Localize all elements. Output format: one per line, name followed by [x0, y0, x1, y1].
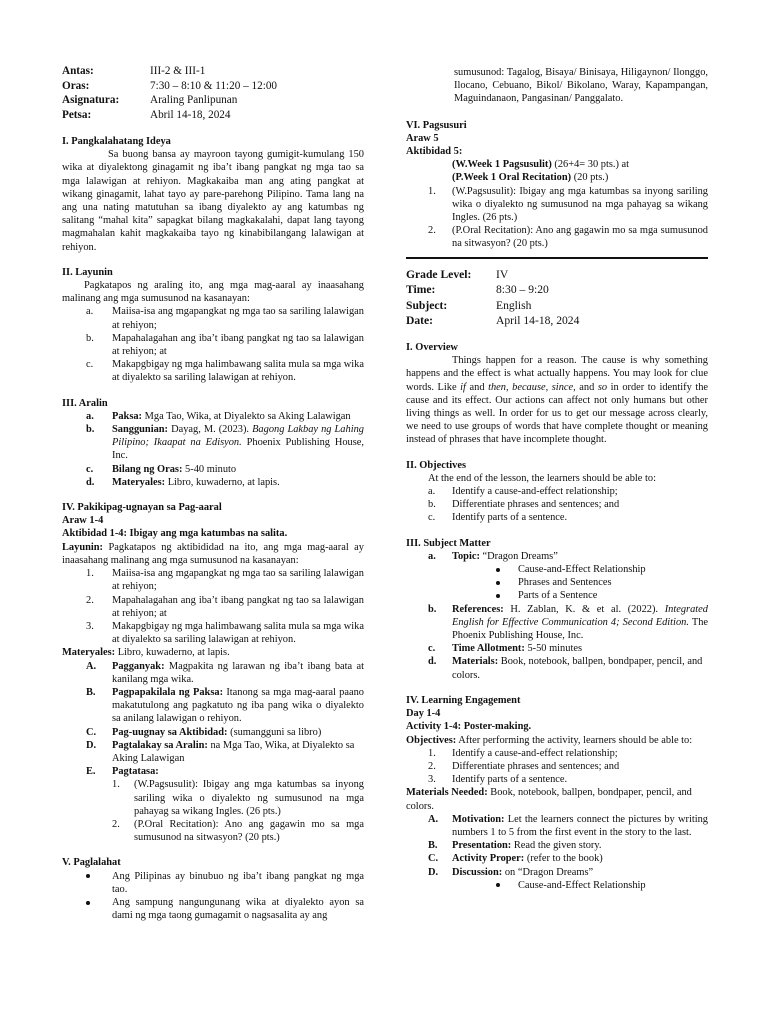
- procedure-list: [406, 813, 708, 892]
- list-marker: b.: [428, 603, 437, 615]
- label: Layunin:: [62, 541, 104, 553]
- list-item: [86, 463, 364, 476]
- list-text: (W.Pagsusulit): Ibigay ang mga katumbas sa inyong sariling wika o diyalekto ng sumusunod na mga pahayag sa wikang Ingles. (26 pts.): [134, 779, 364, 817]
- objectives-list: [62, 305, 364, 384]
- list-marker: c.: [86, 463, 94, 475]
- list-item: [428, 760, 708, 773]
- value: The Phoenix Publishing House, Inc.: [452, 616, 708, 642]
- activity-title: Aktibidad 5:: [406, 146, 463, 158]
- left-header: [62, 64, 364, 122]
- header-value: 7:30 – 8:10 & 11:20 – 12:00: [150, 79, 278, 92]
- activity-objective: [406, 734, 708, 747]
- list-text: [112, 476, 364, 489]
- text: and: [465, 381, 489, 393]
- list-text: [452, 813, 708, 839]
- label: Paksa:: [112, 410, 143, 422]
- label: Pag-uugnay sa Aktibidad:: [112, 726, 228, 738]
- list-item: [86, 765, 364, 778]
- value: Dayag, M. (2023).: [171, 424, 250, 436]
- list-text: [112, 463, 364, 476]
- bullet-icon: [86, 896, 112, 922]
- list-marker: 1.: [428, 747, 436, 759]
- list-marker: d.: [428, 656, 437, 668]
- section-title: IV. Pakikipag-ugnayan sa Pag-aaral: [62, 502, 222, 514]
- label: Topic:: [452, 550, 480, 562]
- bullet-icon: [496, 576, 518, 589]
- text-italic: if: [460, 381, 466, 393]
- header-key: Subject:: [406, 298, 448, 312]
- label: Sanggunian:: [112, 424, 169, 436]
- assessment-list: [86, 778, 364, 844]
- text-italic: so: [597, 381, 608, 393]
- list-item: [428, 185, 708, 225]
- list-text: Maiisa-isa ang mgapangkat ng mga tao sa sariling lalawigan at rehiyon;: [112, 306, 364, 331]
- list-text: Identify parts of a sentence.: [452, 512, 568, 524]
- day-label: Araw 1-4: [62, 515, 104, 527]
- list-item: [428, 773, 708, 786]
- header-key: Asignatura:: [62, 94, 120, 106]
- header-key: Petsa:: [62, 108, 92, 121]
- day-label: Araw 5: [406, 132, 439, 144]
- header-key: Time:: [406, 283, 436, 297]
- label: Motivation:: [452, 813, 505, 825]
- list-item: [428, 866, 708, 879]
- list-marker: b.: [86, 424, 95, 436]
- list-item: [428, 642, 708, 655]
- list-marker: D.: [428, 866, 439, 878]
- list-text: Parts of a Sentence: [518, 590, 598, 602]
- list-item: [86, 870, 364, 896]
- list-item: [428, 813, 708, 839]
- value: Read the given story.: [513, 840, 602, 852]
- value: (20 pts.): [573, 172, 609, 184]
- list-item: [86, 358, 364, 384]
- section-title: III. Aralin: [62, 397, 108, 409]
- list-item: [86, 305, 364, 331]
- procedure-list: [62, 660, 364, 845]
- list-marker: 2.: [428, 225, 436, 237]
- activity-score-line: [406, 158, 708, 171]
- list-text: [112, 739, 364, 765]
- header-value: IV: [496, 267, 509, 281]
- section-title: III. Subject Matter: [406, 537, 491, 549]
- label: Discussion:: [452, 866, 503, 878]
- label: Materials Needed:: [406, 787, 488, 799]
- generalization-list: [62, 870, 364, 923]
- list-marker: 2.: [86, 594, 94, 606]
- discussion-sublist: [428, 879, 708, 892]
- list-item: [86, 594, 364, 620]
- list-text: Mapahalagahan ang iba’t ibang pangkat ng tao sa lalawigan at rehiyon; at: [112, 332, 364, 358]
- activity-objectives-list: [406, 747, 708, 787]
- value-italic: Bagong Lakbay ng Lahing Pilipino; Ikaapat na Edisyon.: [112, 424, 364, 449]
- header-row: [406, 282, 708, 298]
- value: Itanong sa mga mag-aaral paano makatutulong ang pagkatuto ng iba pang wika o diyalekto sa anilang lalawigan o rehiyon.: [112, 686, 364, 725]
- bullet-icon: [496, 563, 518, 576]
- list-text: [112, 410, 364, 423]
- value: 5-50 minutes: [527, 643, 582, 655]
- overview-paragraph: Sa buong bansa ay mayroon tayong gumigit-kumulang 150 wika at diyalektong ginagamit ng iba’t ibang pangkat ng mga tao sa mga lalawigan at rehiyon. Magkakaiba man ang ating pangkat at wikang ginagamit, lahat tayo ay pare-parehong Pilipino. Tama lang na ang una nating matutuhan sa ibang diyalekto ay ang katumbas ng salitang “mahal kita” sapagkat bilang magkakalahi, dapat lang tayong magmahalan kahit magkakaiba tayo ng kinabibilangang lalawigan at rehiyon.: [62, 149, 364, 253]
- header-value: English: [496, 298, 532, 312]
- list-marker: d.: [86, 476, 95, 488]
- list-text: [452, 603, 708, 643]
- header-row: [62, 108, 364, 123]
- list-text: Cause-and-Effect Relationship: [518, 564, 646, 576]
- header-key: Antas:: [62, 65, 94, 77]
- value: (26+4= 30 pts.) at: [554, 159, 630, 171]
- value-italic: Integrated English for Effective Communication 4; Second Edition.: [452, 603, 708, 628]
- header-row: [406, 313, 708, 329]
- header-value: Abril 14-18, 2024: [150, 108, 231, 121]
- header-key: Oras:: [62, 79, 90, 92]
- list-text: [112, 726, 364, 739]
- list-item: [496, 563, 708, 576]
- list-item: [428, 852, 708, 865]
- list-item: [86, 739, 364, 765]
- list-item: [428, 498, 708, 511]
- label: Activity Proper:: [452, 853, 525, 865]
- list-text: Makapgbigay ng mga halimbawang salita mula sa mga wika at diyalekto sa sariling lalawigan at rehiyon.: [112, 359, 364, 384]
- header-value: April 14-18, 2024: [496, 314, 580, 328]
- list-text: Differentiate phrases and sentences; and: [452, 499, 620, 511]
- list-item: [86, 476, 364, 489]
- list-marker: C.: [86, 726, 97, 738]
- value: H. Zablan, K. & et al. (2022).: [510, 603, 659, 615]
- header-value: Araling Panlipunan: [150, 94, 238, 106]
- list-marker: b.: [86, 332, 94, 344]
- section-title: II. Objectives: [406, 459, 467, 471]
- header-key: Grade Level:: [406, 267, 472, 281]
- list-item: [496, 589, 708, 602]
- value: Book, notebook, ballpen, bondpaper, pencil, and colors.: [452, 656, 703, 681]
- list-item: [428, 511, 708, 524]
- list-marker: a.: [428, 486, 436, 498]
- list-text: Identify a cause-and-effect relationship;: [452, 486, 618, 498]
- list-text: Makapgbigay ng mga halimbawang salita mula sa mga wika at diyalekto sa sariling lalawigan at rehiyon.: [112, 620, 364, 646]
- list-item: [86, 896, 364, 922]
- value: on “Dragon Dreams”: [504, 866, 594, 878]
- left-column: [62, 64, 364, 922]
- right-header: [406, 267, 708, 329]
- list-item: [428, 603, 708, 643]
- list-text: [452, 852, 708, 865]
- section-title: I. Overview: [406, 342, 458, 354]
- bullet-icon: [496, 589, 518, 602]
- overview-paragraph: [406, 354, 708, 446]
- continued-text: sumusunod: Tagalog, Bisaya/ Binisaya, Hiligaynon/ Ilonggo, Ilocano, Cebuano, Bikol/ Bikolano, Waray, Kapampangan, Maguindanaon, Pangasinan/ Panggalato.: [454, 67, 708, 105]
- list-text: (P.Oral Recitation): Ano ang gagawin mo sa mga sumusunod na sitwasyon? (20 pts.): [452, 225, 708, 250]
- list-text: [452, 866, 708, 879]
- value: Mga Tao, Wika, at Diyalekto sa Aking Lalawigan: [144, 410, 351, 422]
- list-text: [112, 765, 364, 778]
- activity-title: Activity 1-4: Poster-making.: [406, 721, 532, 733]
- list-marker: 1.: [112, 779, 120, 791]
- label: Pagtalakay sa Aralin:: [112, 739, 208, 751]
- list-item: [112, 778, 364, 818]
- list-marker: a.: [428, 550, 436, 562]
- list-marker: c.: [86, 359, 94, 371]
- value: Libro, kuwaderno, at lapis.: [117, 647, 230, 659]
- list-text: Mapahalagahan ang iba’t ibang pangkat ng tao sa lalawigan at rehiyon; at: [112, 594, 364, 619]
- list-item: [86, 686, 364, 726]
- label: (P.Week 1 Oral Recitation): [452, 172, 572, 184]
- activity-score-line: [406, 171, 708, 184]
- value: Libro, kuwaderno, at lapis.: [167, 476, 280, 488]
- header-row: [406, 298, 708, 314]
- header-row: [62, 93, 364, 108]
- list-item: [496, 879, 708, 892]
- list-text: [452, 642, 708, 655]
- text: Things happen for a reason. The cause is why something happens and the effect is what actually happens. You may look for clue words. Like: [406, 355, 708, 393]
- bullet-icon: [86, 870, 112, 896]
- objectives-list: [406, 485, 708, 525]
- list-item: [428, 747, 708, 760]
- list-text: Ang sampung nangungunang wika at diyalekto ayon sa dami ng mga taong gumagamit o nagsasalita ay ang: [112, 896, 364, 922]
- day-label: Day 1-4: [406, 708, 441, 720]
- list-text: [452, 550, 708, 563]
- activity-objective: [62, 541, 364, 567]
- materials-line: [62, 646, 364, 659]
- list-marker: B.: [86, 686, 96, 698]
- value: “Dragon Dreams”: [482, 550, 558, 562]
- list-marker: a.: [86, 306, 94, 318]
- subject-matter-list: [406, 550, 708, 682]
- section-title: V. Paglalahat: [62, 857, 121, 869]
- list-item: [428, 839, 708, 852]
- label: Presentation:: [452, 840, 512, 852]
- list-text: [452, 839, 708, 852]
- section-divider: [406, 257, 708, 259]
- section-title: II. Layunin: [62, 266, 113, 278]
- label: Pagtatasa:: [112, 766, 159, 778]
- objectives-intro: At the end of the lesson, the learners should be able to:: [428, 472, 656, 484]
- header-value: III-2 & III-1: [150, 65, 206, 77]
- value: (refer to the book): [526, 853, 603, 865]
- value: Let the learners connect the pictures by writing numbers 1 to 5 from the first event in the story to the last.: [452, 813, 708, 838]
- list-item: [428, 485, 708, 498]
- value: Magpakita ng larawan ng iba’t ibang bata at kanilang mga wika.: [112, 660, 364, 685]
- value: Pagkatapos ng aktibididad na ito, ang mga mag-aaral ay inaasahang malinang ang mga sumusunod na kasanayan:: [62, 541, 364, 566]
- topic-sublist: [428, 563, 708, 603]
- list-text: [112, 423, 364, 463]
- value: Book, notebook, ballpen, bondpaper, pencil, and colors.: [406, 787, 692, 812]
- list-text: Ang Pilipinas ay binubuo ng iba’t ibang pangkat ng mga tao.: [112, 870, 364, 895]
- list-item: [86, 620, 364, 646]
- activity-title: Aktibidad 1-4: Ibigay ang mga katumbas na salita.: [62, 528, 288, 540]
- list-item: [86, 726, 364, 739]
- list-item: [86, 567, 364, 593]
- label: Objectives:: [406, 734, 457, 746]
- value: 5-40 minuto: [185, 463, 237, 475]
- list-item: [86, 410, 364, 423]
- list-text: Identify a cause-and-effect relationship;: [452, 747, 618, 759]
- analysis-list: [406, 185, 708, 251]
- list-marker: A.: [428, 813, 439, 825]
- header-row: [62, 64, 364, 79]
- list-text: [112, 686, 364, 726]
- list-marker: B.: [428, 840, 438, 852]
- header-key: Date:: [406, 314, 434, 328]
- list-marker: D.: [86, 739, 97, 751]
- list-text: Cause-and-Effect Relationship: [518, 879, 646, 891]
- list-marker: 1.: [428, 185, 436, 197]
- activity-objectives-list: [62, 567, 364, 646]
- header-value: 8:30 – 9:20: [496, 283, 549, 297]
- text-italic: then, because, since,: [488, 381, 576, 393]
- list-marker: 3.: [86, 620, 94, 632]
- list-marker: 3.: [428, 774, 436, 786]
- section-title: I. Pangkalahatang Ideya: [62, 136, 171, 147]
- label: Materyales:: [62, 647, 116, 659]
- label: Bilang ng Oras:: [112, 463, 183, 475]
- list-text: Differentiate phrases and sentences; and: [452, 760, 620, 772]
- list-text: [452, 655, 708, 681]
- list-text: [112, 660, 364, 686]
- list-text: Maiisa-isa ang mgapangkat ng mga tao sa sariling lalawigan at rehiyon;: [112, 568, 364, 593]
- list-item: [86, 423, 364, 463]
- list-marker: C.: [428, 853, 439, 865]
- list-marker: A.: [86, 660, 97, 672]
- section-title: VI. Pagsusuri: [406, 119, 467, 131]
- value: Phoenix Publishing House, Inc.: [112, 437, 364, 462]
- list-text: (P.Oral Recitation): Ano ang gagawin mo sa mga sumusunod na sitwasyon? (20 pts.): [134, 818, 364, 844]
- list-marker: 2.: [112, 818, 120, 830]
- label: Materials:: [452, 656, 499, 668]
- text: in order to identify the cause and its effect. Our actions can affect not only humans but other living things as well. In order for us to get our message across clearly, we need to use groups of words that have complete thought or meaning instead of phrases that have incomplete thought.: [406, 381, 709, 446]
- value: After performing the activity, learners should be able to:: [458, 734, 693, 746]
- bullet-icon: [496, 879, 518, 892]
- list-item: [428, 224, 708, 250]
- right-column: [406, 66, 708, 892]
- materials-line: [406, 786, 708, 812]
- list-marker: 1.: [86, 568, 94, 580]
- label: References:: [452, 603, 504, 615]
- objectives-intro: Pagkatapos ng araling ito, ang mga mag-aaral ay inaasahang malinang ang mga sumusunod na kasanayan:: [62, 280, 364, 305]
- list-marker: 2.: [428, 760, 436, 772]
- value: na Mga Tao, Wika, at Diyalekto sa Aking Lalawigan: [112, 739, 355, 764]
- list-text: Phrases and Sentences: [518, 577, 612, 589]
- list-item: [86, 332, 364, 358]
- section-title: IV. Learning Engagement: [406, 694, 521, 706]
- label: Materyales:: [112, 476, 166, 488]
- list-marker: c.: [428, 643, 436, 655]
- header-row: [62, 79, 364, 94]
- list-marker: b.: [428, 499, 436, 511]
- list-marker: E.: [86, 766, 96, 778]
- list-marker: c.: [428, 512, 436, 524]
- aralin-list: [62, 410, 364, 489]
- list-text: (W.Pagsusulit): Ibigay ang mga katumbas sa inyong sariling wika o diyalekto ng sumusunod na mga pahayag sa wikang Ingles. (26 pts.): [452, 185, 708, 224]
- list-item: [112, 818, 364, 844]
- list-item: [86, 660, 364, 686]
- label: Pagpapakilala ng Paksa:: [112, 686, 224, 698]
- list-text: Identify parts of a sentence.: [452, 774, 568, 786]
- label: Pagganyak:: [112, 660, 165, 672]
- text: and: [575, 381, 598, 393]
- list-item: [428, 550, 708, 563]
- header-row: [406, 267, 708, 283]
- list-item: [428, 655, 708, 681]
- label: (W.Week 1 Pagsusulit): [452, 159, 552, 171]
- label: Time Allotment:: [452, 643, 525, 655]
- value: (sumangguni sa libro): [230, 726, 322, 738]
- list-item: [496, 576, 708, 589]
- list-marker: a.: [86, 410, 94, 422]
